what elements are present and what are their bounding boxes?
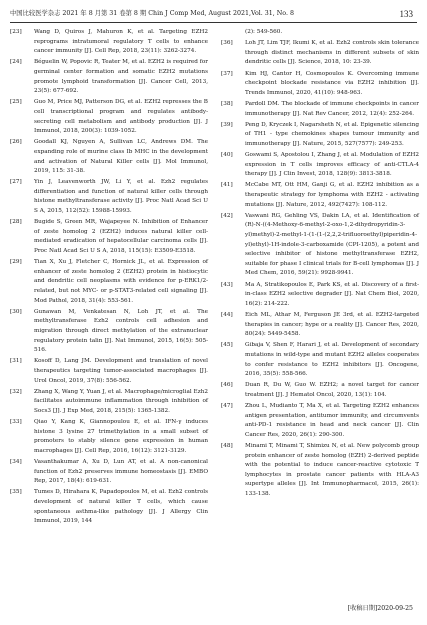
reference-item: [10, 458, 208, 487]
reference-text: Pardoll DM. The blockade of immune checkpoints in cancer immunotherapy [J]. Nat Rev Cancer, 2012, 12(4): 252-264.: [245, 100, 419, 117]
reference-text: Minami T, Minami T, Shimizu N, et al. New polycomb group protein enhancer of zeste homolog (EZH) 2-derived peptide with the potential to induce cancer-reactive cytotoxic T lymphocytes in prostate cancer patients with HLA-A3 supertype alleles [J]. Int Immunopharmacol, 2015, 26(1): 133-138.: [245, 443, 419, 498]
reference-number: [45]: [221, 342, 233, 349]
reference-item: [221, 281, 419, 310]
reference-item: [221, 151, 419, 180]
reference-number: [44]: [221, 311, 233, 318]
reference-item: [221, 39, 419, 68]
reference-number: [35]: [10, 489, 22, 496]
reference-number: [26]: [10, 139, 22, 146]
reference-number: [39]: [221, 121, 233, 128]
reference-text: Gunawan M, Venkatesan N, Loh JT, et al. The methyltransferase Ezh2 controls cell adhesion and migration through direct methylation of the extranuclear regulatory protein talin [J]. Nat Immunol, 2015, 16(5): 505-516.: [34, 308, 208, 354]
reference-text: Goodall KJ, Nguyen A, Sullivan LC, Andrews DM. The expanding role of murine class Ib MHC in the development and activation of Natural Killer cells [J]. Mol Immunol, 2019, 115: 31-38.: [34, 139, 208, 175]
reference-item: [10, 218, 208, 256]
reference-text: Ma A, Stratikopoulos E, Park KS, et al. Discovery of a first-in-class EZH2 selective degrader [J]. Nat Chem Biol, 2020, 16(2): 214-222.: [245, 281, 419, 307]
reference-text: Béguelin W, Popovic R, Teater M, et al. EZH2 is required for germinal center formation and somatic EZH2 mutations promote lymphoid transformation [J]. Cancer Cell, 2013, 23(5): 677-692.: [34, 59, 208, 95]
reference-number: [47]: [221, 403, 233, 410]
reference-text: Peng D, Kryczek I, Nagarsheth N, et al. Epigenetic silencing of TH1 - type chemokines shapes tumour immunity and immunotherapy [J]. Nature, 2015, 527(7577): 249-253.: [245, 121, 419, 147]
reference-column-right: [221, 28, 419, 501]
reference-item: [10, 258, 208, 306]
reference-text: Loh JT, Lim TJF, Ikumi K, et al. Ezh2 controls skin tolerance through distinct mechanisms in different subsets of skin dendritic cells [J]. Science, 2018, 10: 23-39.: [245, 40, 419, 66]
reference-item: [10, 308, 208, 356]
reference-number: [25]: [10, 99, 22, 106]
reference-number: [24]: [10, 59, 22, 66]
reference-text: Tian X, Xu J, Fletcher C, Hornick JL, et al. Expression of enhancer of zeste homolog 2 (EZH2) protein in histiocytic and dendritic cell neoplasms with evidence for p-ERK1/2-related, but not MYC- or p-STAT3-related cell signaling [J]. Mod Pathol, 2018, 31(4): 553-561.: [34, 259, 208, 304]
journal-header-line: 中国比较医学杂志 2021 年 8 月第 31 卷第 8 期 Chin J Comp Med, August 2021,Vol. 31, No. 8: [10, 10, 294, 17]
reference-item: [221, 311, 419, 340]
header-rule: [10, 22, 417, 23]
reference-item-continued: [221, 28, 419, 38]
reference-item: [10, 28, 208, 57]
reference-item: [221, 402, 419, 440]
reference-number: [30]: [10, 308, 22, 315]
running-header: [10, 8, 417, 20]
reference-text: Qiao Y, Kang K, Giannopoulou E, et al. IFN-γ induces histone 3 lysine 27 trimethylation in a small subset of promoters to stably silence gene expression in human macrophages [J]. Cell Rep, 2016, 16(12): 3121-3129.: [34, 419, 208, 454]
reference-text: Gibaja V, Shen F, Harari J, et al. Development of secondary mutations in wild-type and mutant EZH2 alleles cooperates to confer resistance to EZH2 inhibitors [J]. Oncogene, 2016, 35(5): 558-566.: [245, 342, 419, 378]
reference-text: Vaswani RG, Gehling VS, Dakin LA, et al. Identification of (R)-N-((4-Methoxy-6-methyl-2-oxo-1,2-dihydropyridin-3-yl)methyl)-2-methyl-1-(1-(1-(2,2,2-trifluoroethyl)piperidin-4-yl)ethyl)-1H-indole-3-carboxamide (CPI-1205), a potent and selective inhibitor of histone methyltransferase EZH2, suitable for phase I clinical trials for B-cell lymphomas [J]. J Med Chem, 2016, 59(21): 9928-9941.: [245, 212, 419, 277]
reference-text: Guo M, Price MJ, Patterson DG, et al. EZH2 represses the B cell transcriptional program and regulates antibody-secreting cell metabolism and antibody production [J]. J Immunol, 2018, 200(3): 1039-1052.: [34, 99, 208, 135]
reference-item: [10, 98, 208, 136]
reference-number: [38]: [221, 100, 233, 107]
page-number: 133: [399, 9, 413, 19]
reference-number: [34]: [10, 459, 22, 466]
reference-text: Zhang X, Wang Y, Yuan J, et al. Macrophage/microglial Ezh2 facilitates autoimmune inflammation through inhibition of Socs3 [J]. J Exp Med, 2018, 215(5): 1365-1382.: [34, 388, 208, 414]
reference-item: [221, 70, 419, 99]
reference-number: [37]: [221, 70, 233, 77]
reference-text: Kosoff D, Lang JM. Development and translation of novel therapeutics targeting tumor-associated macrophages [J]. Urol Oncol, 2019, 37(8): 556-562.: [34, 358, 208, 384]
reference-number: [43]: [221, 281, 233, 288]
reference-text: McCabe MT, Ott HM, Ganji G, et al. EZH2 inhibition as a therapeutic strategy for lymphoma with EZH2 - activating mutations [J]. Nature, 2012, 492(7427): 108-112.: [245, 182, 419, 208]
reference-number: [46]: [221, 382, 233, 389]
reference-number: [42]: [221, 212, 233, 219]
reference-text: (2): 549-560.: [245, 29, 283, 35]
reference-item: [10, 418, 208, 456]
reference-number: [32]: [10, 388, 22, 395]
reference-item: [221, 341, 419, 379]
reference-item: [221, 121, 419, 150]
reference-item: [10, 58, 208, 96]
reference-item: [10, 388, 208, 417]
reference-item: [221, 381, 419, 400]
reference-item: [10, 138, 208, 176]
reference-item: [10, 357, 208, 386]
reference-text: Duan R, Du W, Guo W. EZH2; a novel target for cancer treatment [J]. J Hematol Oncol, 2020, 13(1): 104.: [245, 382, 419, 398]
reference-number: [31]: [10, 358, 22, 365]
reference-column-left: [10, 28, 208, 528]
reference-text: Kim HJ, Cantor H, Cosmopoulos K. Overcoming immune checkpoint blockade resistance via EZH2 inhibition [J]. Trends Immunol, 2020, 41(10): 948-963.: [245, 70, 419, 96]
reference-number: [29]: [10, 259, 22, 266]
reference-item: [10, 178, 208, 216]
reference-text: Yin J, Leavenworth JW, Li Y, et al. Ezh2 regulates differentiation and function of natural killer cells through histone methyltransferase activity [J]. Proc Natl Acad Sci U S A, 2015, 112(52): 15988-15993.: [34, 179, 208, 215]
reference-number: [23]: [10, 29, 22, 35]
reference-text: Bugide S, Green MR, Wajapeyee N. Inhibition of Enhancer of zeste homolog 2 (EZH2) induces natural killer cell-mediated eradication of hepatocellular carcinoma cells [J]. Proc Natl Acad Sci U S A, 2018, 115(15): E3509-E3518.: [34, 219, 208, 255]
reference-text: Eich ML, Athar M, Ferguson JE 3rd, et al. EZH2-targeted therapies in cancer; hype or a reality [J]. Cancer Res, 2020, 80(24): 5449-5458.: [245, 311, 419, 338]
reference-number: [48]: [221, 443, 233, 450]
reference-text: Goswami S, Apostolou I, Zhang J, et al. Modulation of EZH2 expression in T cells improves efficacy of anti-CTLA-4 therapy [J]. J Clin Invest, 2018, 128(9): 3813-3818.: [245, 152, 419, 178]
reference-text: Vasanthakumar A, Xu D, Lun AT, et al. A non-canonical function of Ezh2 preserves immune homeostasis [J]. EMBO Rep, 2017, 18(4): 619-631.: [34, 459, 208, 485]
reference-item: [221, 100, 419, 119]
reference-number: [40]: [221, 152, 233, 159]
reference-text: Wang D, Quiros J, Mahuron K, et al. Targeting EZH2 reprograms intratumoral regulatory T cells to enhance cancer immunity [J]. Cell Rep, 2018, 23(11): 3262-3274.: [34, 29, 208, 55]
reference-item: [221, 442, 419, 500]
reference-number: [27]: [10, 179, 22, 186]
reference-item: [10, 488, 208, 526]
reference-item: [221, 212, 419, 279]
reference-item: [221, 181, 419, 210]
reference-number: [36]: [221, 40, 233, 47]
reference-number: [41]: [221, 182, 233, 189]
received-date: [收稿日期]2020-09-25: [347, 605, 413, 612]
reference-number: [28]: [10, 219, 22, 226]
reference-number: [33]: [10, 419, 22, 426]
reference-text: Zhou L, Mudianto T, Ma X, et al. Targeting EZH2 enhances antigen presentation, antitumor immunity, and circumvents anti-PD-1 resistance in head and neck cancer [J]. Clin Cancer Res, 2020, 26(1): 290-300.: [245, 403, 419, 438]
reference-text: Tumes D, Hirahara K, Papadopoulos M, et al. Ezh2 controls development of natural killer T cells, which cause spontaneous asthma-like pathology [J]. J Allergy Clin Immunol, 2019, 144: [34, 489, 208, 525]
